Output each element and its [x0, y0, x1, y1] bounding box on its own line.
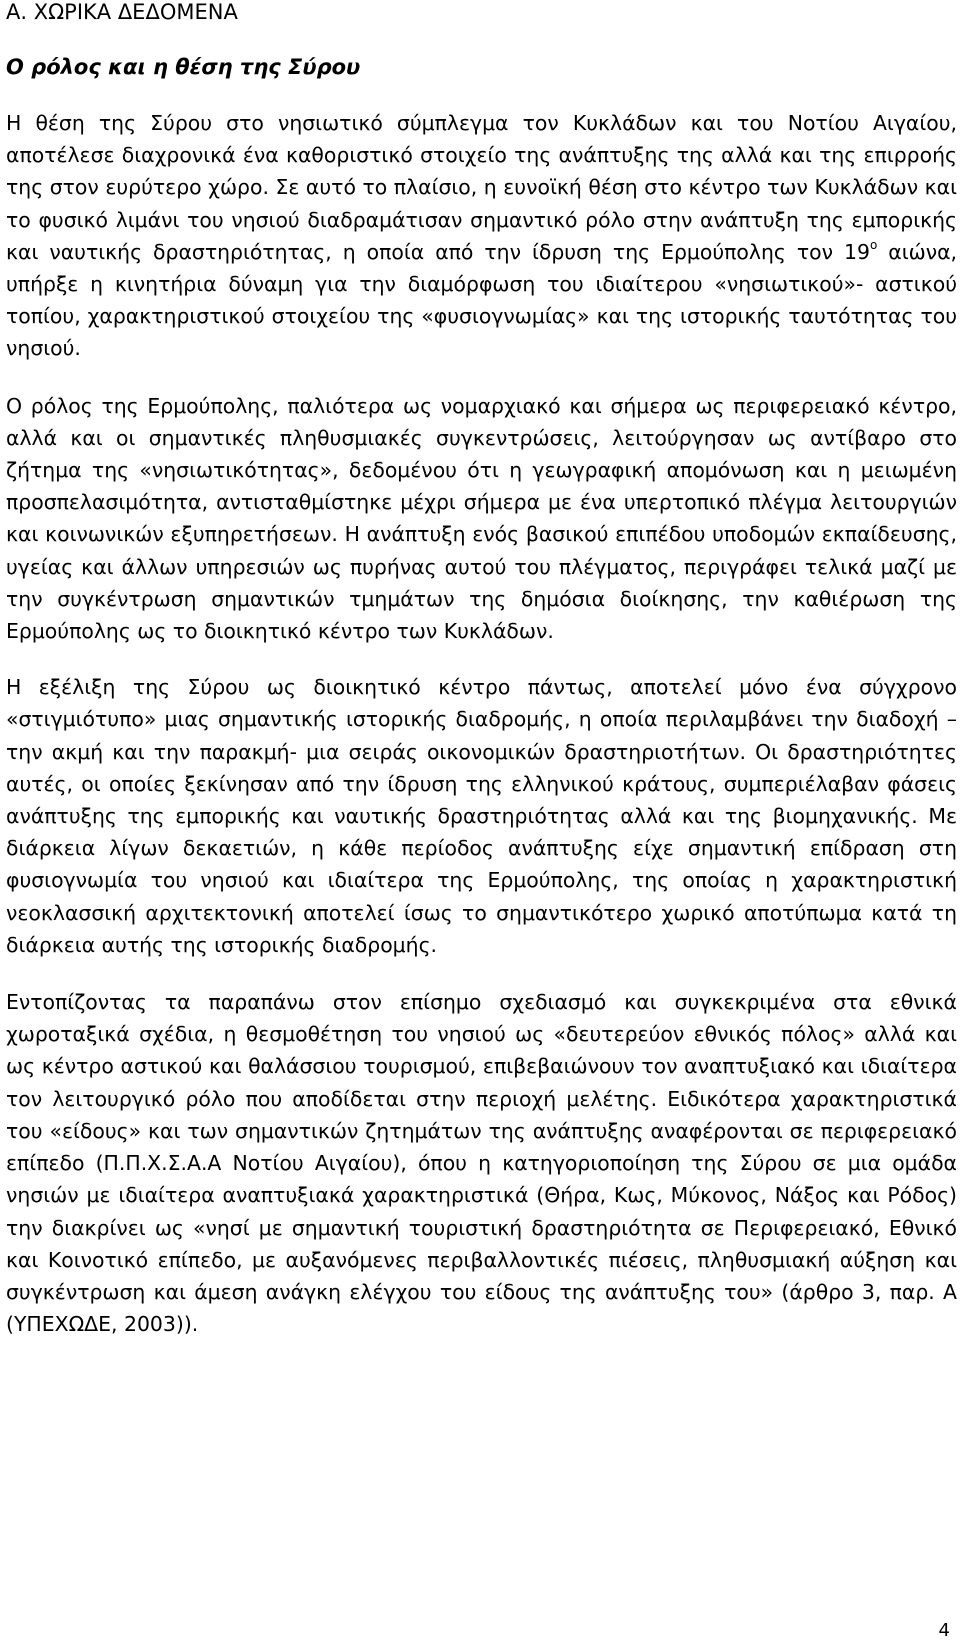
- section-heading: Α. ΧΩΡΙΚΑ ΔΕΔΟΜΕΝΑ: [6, 0, 238, 24]
- paragraph-1-text-b: αιώνα, υπήρξε η κινητήρια δύναμη για την διαμόρφωση του ιδιαίτερου «νησιωτικού»- αστικού τοπίου, χαρακτηριστικού στοιχείου της «φυσιογνωμίας» και της ιστορικής ταυτότητας του νησιού.: [6, 239, 958, 361]
- paragraph-2: Ο ρόλος της Ερμούπολης, παλιότερα ως νομαρχιακό και σήμερα ως περιφερειακό κέντρο, αλλά και οι σημαντικές πληθυσμιακές συγκεντρώσεις, λειτούργησαν ως αντίβαρο στο ζήτημα της «νησιωτικότητας», δεδομένου ότι η γεωγραφική απομόνωση και η μειωμένη προσπελασιμότητα, αντισταθμίστηκε μέχρι σήμερα με ένα υπερτοπικό πλέγμα λειτουργιών και κοινωνικών εξυπηρετήσεων. Η ανάπτυξη ενός βασικού επιπέδου υποδομών εκπαίδευσης, υγείας και άλλων υπηρεσιών ως πυρήνας αυτού του πλέγματος, περιγράφει τελικά μαζί με την συγκέντρωση σημαντικών τμημάτων της δημόσια διοίκησης, την καθιέρωση της Ερμούπολης ως το διοικητικό κέντρο των Κυκλάδων.: [6, 393, 957, 644]
- paragraph-1: [6, 107, 957, 365]
- document-page: [6, 0, 957, 1340]
- paragraph-4: Εντοπίζοντας τα παραπάνω στον επίσημο σχεδιασμό και συγκεκριμένα στα εθνικά χωροταξικά σχέδια, η θεσμοθέτηση του νησιού ως «δευτερεύον εθνικός πόλος» αλλά και ως κέντρο αστικού και θαλάσσιου τουρισμού, επιβεβαιώνουν τον αναπτυξιακό και ιδιαίτερα τον λειτουργικό ρόλο που αποδίδεται στην περιοχή μελέτης. Ειδικότερα χαρακτηριστικά του «είδους» και των σημαντικών ζητημάτων της ανάπτυξης αναφέρονται σε περιφερειακό επίπεδο (Π.Π.Χ.Σ.Α.Α Νοτίου Αιγαίου), όπου η κατηγοριοποίηση της Σύρου σε μια ομάδα νησιών με ιδιαίτερα αναπτυξιακά χαρακτηριστικά (Θήρα, Κως, Μύκονος, Νάξος και Ρόδος) την διακρίνει ως «νησί με σημαντική τουριστική δραστηριότητα σε Περιφερειακό, Εθνικό και Κοινοτικό επίπεδο, με αυξανόμενες περιβαλλοντικές πιέσεις, πληθυσμιακή αύξηση και συγκέντρωση και άμεση ανάγκη ελέγχου του είδους της ανάπτυξης του» (άρθρο 3, παρ. Α (ΥΠΕΧΩΔΕ, 2003)).: [6, 990, 957, 1337]
- superscript-ordinal: ο: [869, 238, 878, 253]
- paragraph-3: Η εξέλιξη της Σύρου ως διοικητικό κέντρο πάντως, αποτελεί μόνο ένα σύγχρονο «στιγμιότυπο» μιας σημαντικής ιστορικής διαδρομής, η οποία περιλαμβάνει την διαδοχή – την ακμή και την παρακμή- μια σειράς οικονομικών δραστηριοτήτων. Οι δραστηριότητες αυτές, οι οποίες ξεκίνησαν από την ίδρυση της ελληνικού κράτους, συμπεριέλαβαν φάσεις ανάπτυξης της εμπορικής και ναυτικής δραστηριότητας αλλά και της βιομηχανικής. Με διάρκεια λίγων δεκαετιών, η κάθε περίοδος ανάπτυξης είχε σημαντική επίδραση στη φυσιογνωμία του νησιού και ιδιαίτερα της Ερμούπολης, της οποίας η χαρακτηριστική νεοκλασσική αρχιτεκτονική αποτελεί ίσως το σημαντικότερο χωρικό αποτύπωμα κατά τη διάρκεια αυτής της ιστορικής διαδρομής.: [6, 675, 957, 957]
- paragraph-1-text-a: Η θέση της Σύρου στο νησιωτικό σύμπλεγμα τον Κυκλάδων και του Νοτίου Αιγαίου, αποτέλεσε διαχρονικά ένα καθοριστικό στοιχείο της ανάπτυξης της αλλά και της επιρροής της στον ευρύτερο χώρο. Σε αυτό το πλαίσιο, η ευνοϊκή θέση στο κέντρο των Κυκλάδων και το φυσικό λιμάνι του νησιού διαδραμάτισαν σημαντικό ρόλο στην ανάπτυξη της εμπορικής και ναυτικής δραστηριότητας, η οποία από την ίδρυση της Ερμούπολης τον 19: [6, 111, 957, 264]
- subheading: Ο ρόλος και η θέση της Σύρου: [6, 55, 361, 79]
- page-number: 4: [938, 1620, 950, 1641]
